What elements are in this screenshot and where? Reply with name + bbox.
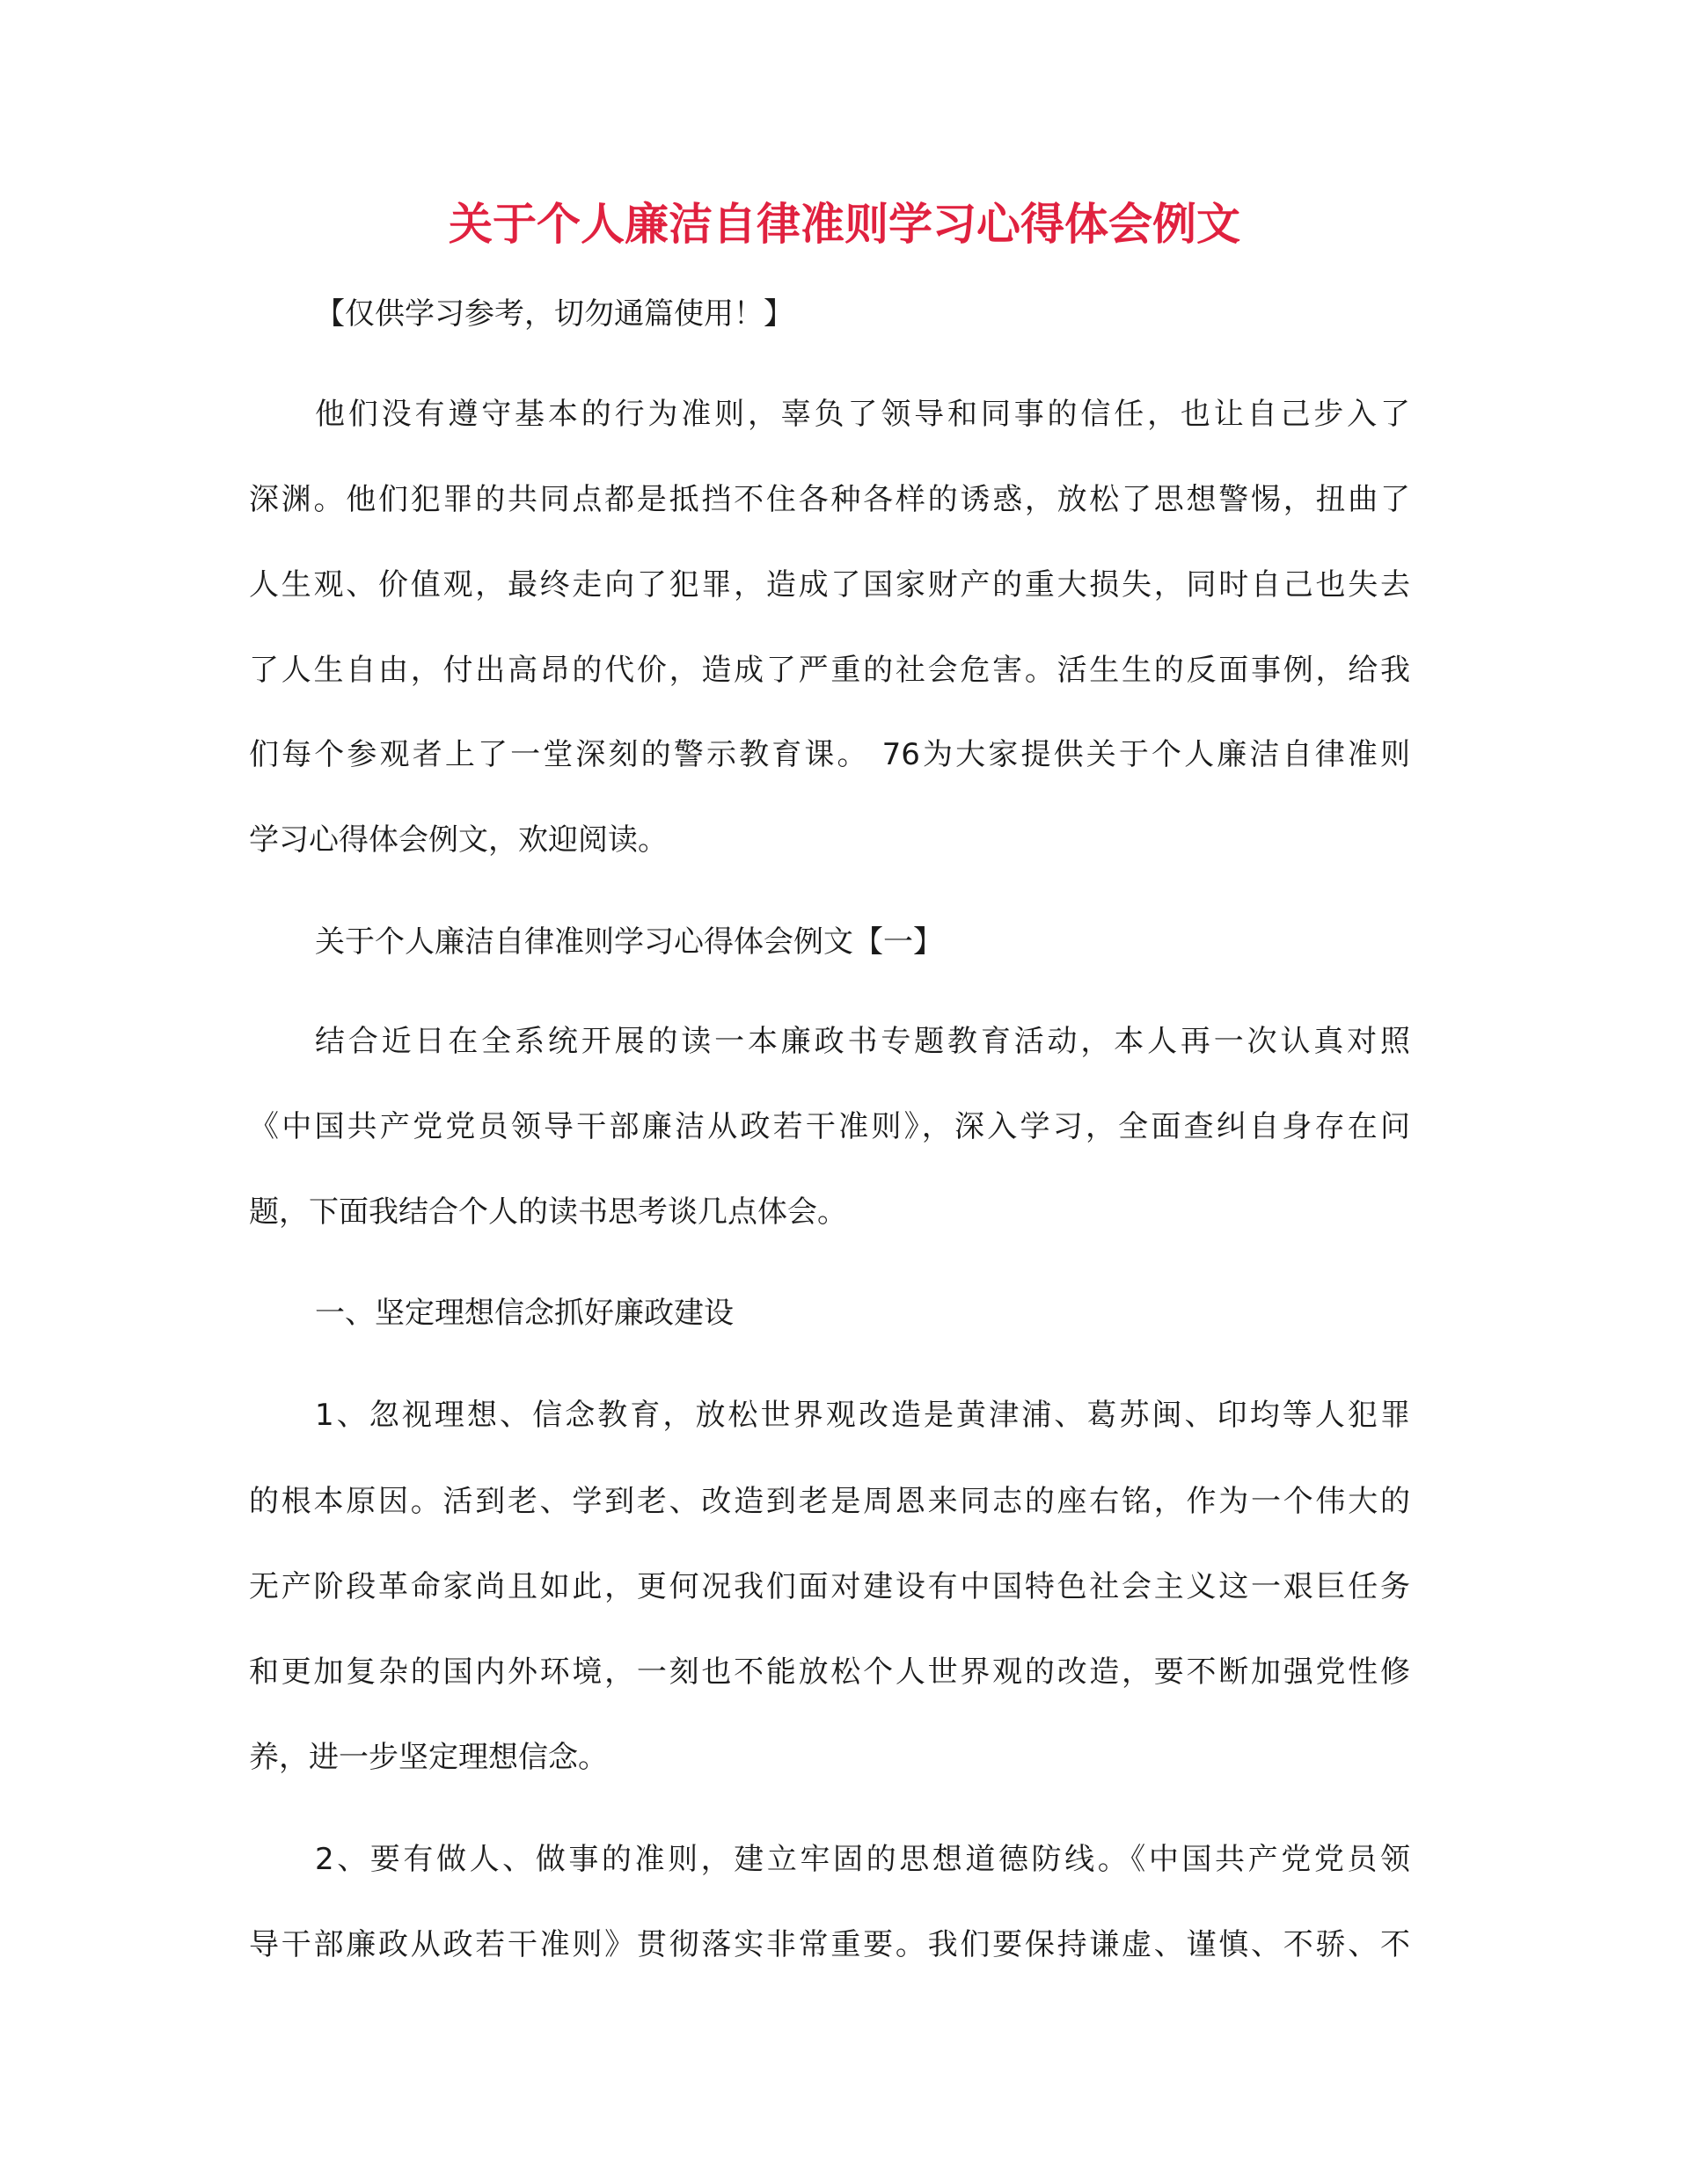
- intro-line: 人生观、价值观，最终走向了犯罪，造成了国家财产的重大损失，同时自己也失去: [249, 567, 1410, 603]
- item-line: 2、要有做人、做事的准则，建立牢固的思想道德防线。《中国共产党党员领: [315, 1842, 1410, 1877]
- intro-line: 深渊。他们犯罪的共同点都是抵挡不住各种各样的诱惑，放松了思想警惕，扭曲了: [249, 482, 1410, 517]
- paragraph-line: 《中国共产党党员领导干部廉洁从政若干准则》，深入学习，全面查纠自身存在问: [249, 1109, 1410, 1144]
- item-line: 养，进一步坚定理想信念。: [249, 1740, 608, 1775]
- section-title: 关于个人廉洁自律准则学习心得体会例文【一】: [315, 924, 943, 960]
- item-line: 导干部廉政从政若干准则》贯彻落实非常重要。我们要保持谦虚、谨慎、不骄、不: [249, 1927, 1410, 1962]
- item-line: 和更加复杂的国内外环境，一刻也不能放松个人世界观的改造，要不断加强党性修: [249, 1654, 1410, 1690]
- notice-text: 【仅供学习参考，切勿通篇使用！】: [315, 296, 793, 332]
- paragraph-line: 结合近日在全系统开展的读一本廉政书专题教育活动，本人再一次认真对照: [315, 1024, 1410, 1059]
- intro-line: 了人生自由，付出高昂的代价，造成了严重的社会危害。活生生的反面事例，给我: [249, 653, 1410, 688]
- item-line: 的根本原因。活到老、学到老、改造到老是周恩来同志的座右铭，作为一个伟大的: [249, 1484, 1410, 1519]
- intro-line: 他们没有遵守基本的行为准则，辜负了领导和同事的信任，也让自己步入了: [315, 397, 1410, 432]
- intro-line: 们每个参观者上了一堂深刻的警示教育课。 76为大家提供关于个人廉洁自律准则: [249, 737, 1410, 772]
- document-title: 关于个人廉洁自律准则学习心得体会例文: [449, 198, 1240, 250]
- paragraph-line: 题，下面我结合个人的读书思考谈几点体会。: [249, 1194, 847, 1230]
- item-line: 无产阶段革命家尚且如此，更何况我们面对建设有中国特色社会主义这一艰巨任务: [249, 1569, 1410, 1604]
- intro-line: 学习心得体会例文，欢迎阅读。: [249, 822, 668, 858]
- item-line: 1、忽视理想、信念教育，放松世界观改造是黄津浦、葛苏闽、印均等人犯罪: [315, 1398, 1410, 1433]
- heading-line: 一、坚定理想信念抓好廉政建设: [315, 1296, 734, 1331]
